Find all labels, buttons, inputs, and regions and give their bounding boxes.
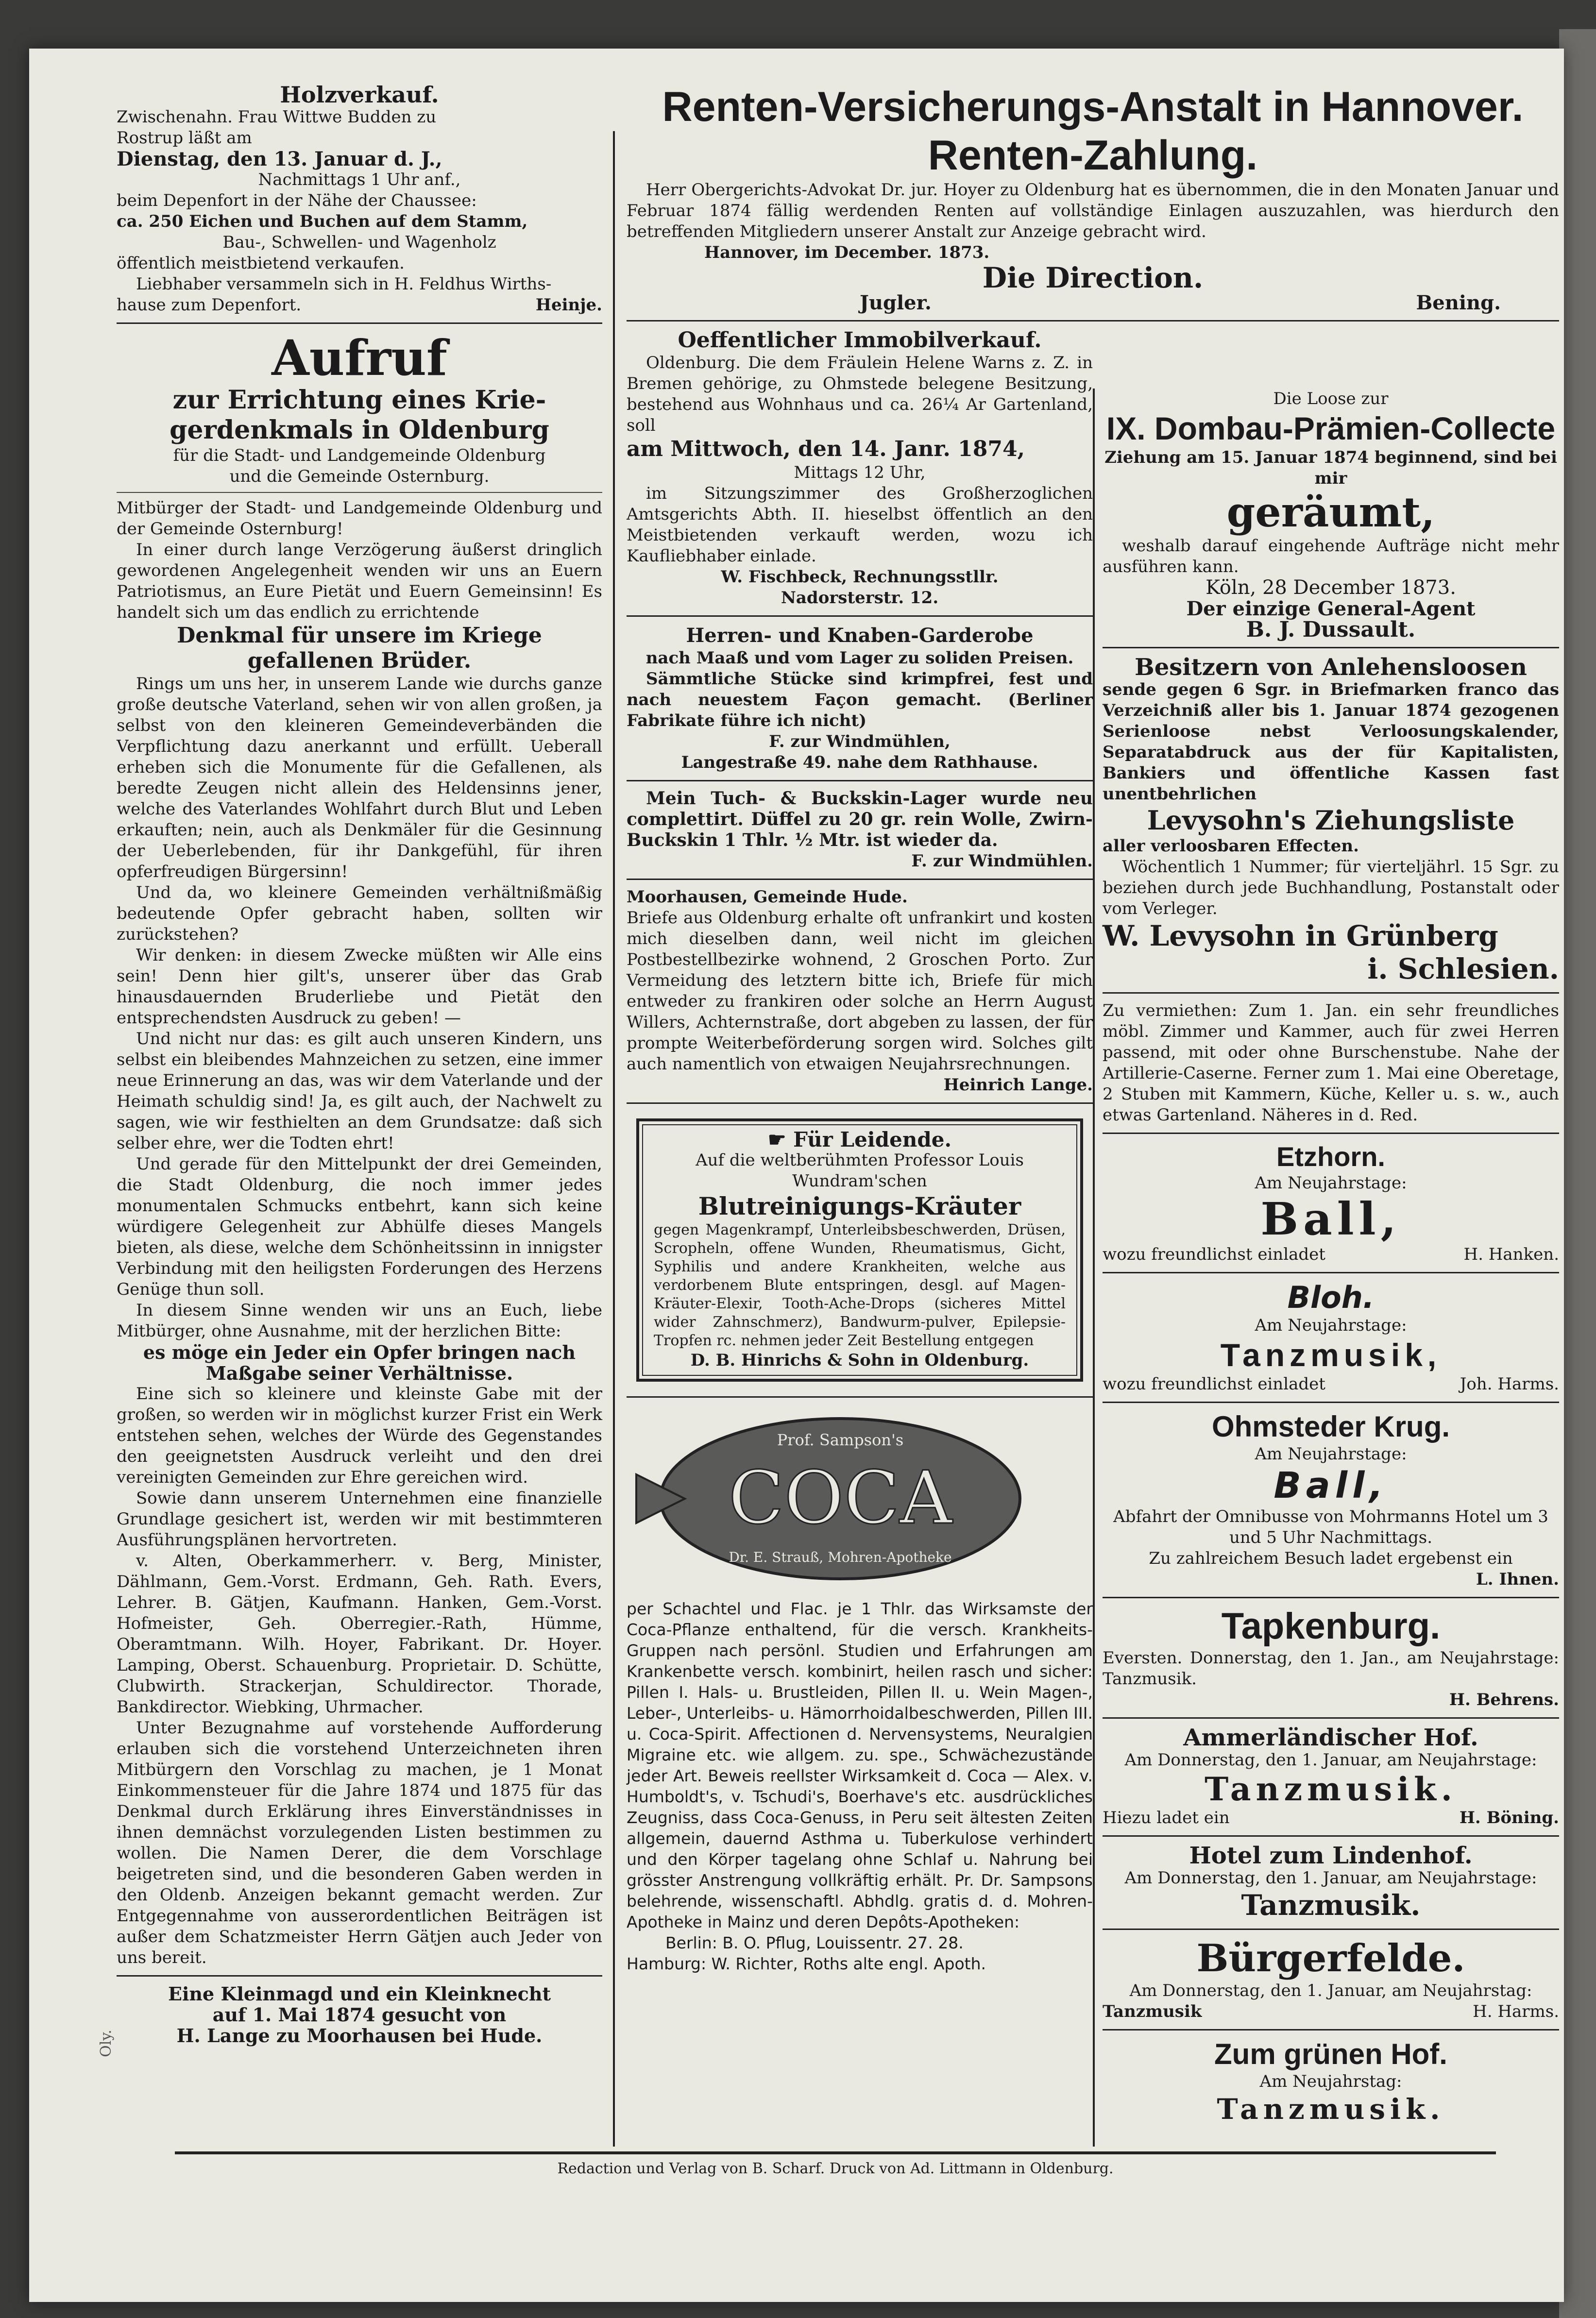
divider [627, 320, 1559, 321]
garderobe-title: Herren- und Knaben-Garderobe [686, 624, 1034, 647]
moorhausen-title: Moorhausen, Gemeinde Hude. [627, 887, 908, 907]
dombau-agent-label: Der einzige General-Agent [1186, 597, 1476, 620]
aufruf-title: Aufruf [272, 329, 447, 387]
ohmsteder-text-2: Zu zahlreichem Besuch ladet ergebenst ein [1149, 1549, 1513, 1568]
leidende-title-text: Für Leidende. [793, 1128, 952, 1151]
immobil-signature: W. Fischbeck, Rechnungsstllr. [721, 567, 999, 587]
dombau-text-1: Ziehung am 15. Januar 1874 beginnend, sind bei mir [1104, 448, 1557, 488]
aufruf-sub-4: und die Gemeinde Osternburg. [229, 467, 490, 486]
dombau-agent-name: B. J. Dussault. [1246, 617, 1416, 642]
ohmsteder-signature: L. Ihnen. [1476, 1570, 1559, 1589]
immobil-time: Mittags 12 Uhr, [794, 463, 926, 482]
ohmsteder-ball: Ball, [1273, 1465, 1388, 1506]
renten-title: Renten-Versicherungs-Anstalt in Hannover. [662, 84, 1524, 130]
aufruf-sub-3: für die Stadt- und Landgemeinde Oldenburg [173, 446, 546, 465]
anlehen-text-2: aller verloosbaren Effecten. [1103, 836, 1359, 856]
coca-depot-2: Hamburg: W. Richter, Roths alte engl. Apoth. [627, 1954, 986, 1973]
renten-subtitle: Renten-Zahlung. [928, 132, 1258, 179]
etzhorn-title: Etzhorn. [1276, 1141, 1385, 1172]
kleinmagd-line-2: auf 1. Mai 1874 gesucht von [212, 2004, 507, 2026]
adjacent-page-edge [1559, 29, 1596, 2318]
aufruf-paragraph: Und gerade für den Mittelpunkt der drei Gemeinden, die Stadt Oldenburg, die noch immer jedes monumentalen Schmucks entbehrt, kann sich keine würdigere Gelegenheit zur Abhülfe dieses Mangels bieten, als diese, welche dem Schönheitssinn in innigster Verbindung mit den heiligsten Forderungen des Herzens Genüge thun soll. [117, 1154, 602, 1299]
leidende-title [654, 1129, 1066, 1150]
aufruf-paragraph: Unter Bezugnahme auf vorstehende Aufforderung erlauben sich die vorstehend Unterzeichneten ihren Mitbürgern den Vorschlag zu machen, je 1 Monat Einkommensteuer für die Jahre 1874 und 1875 für das Denkmal durch Erklärung ihres Einverständnisses in ihnen demnächst vorzulegenden Listen bestimmen zu wollen. Die Namen Derer, die dem Vorschlage beigetreten sind, und die besonderen Gaben werden in den Oldenb. Anzeigen bekannt gemacht werden. Zur Entgegennahme von ausserordentlichen Beiträgen ist außer dem Schatzmeister Herrn Gätjen auch Jeder von uns bereit. [117, 1718, 602, 1967]
divider [1103, 1272, 1559, 1273]
divider [117, 322, 602, 324]
buergerfelde-signature-row [1103, 2001, 1559, 2022]
divider [627, 615, 1093, 617]
garderobe-text-2: Sämmtliche Stücke sind krimpfrei, fest und nach neuestem Façon gemacht. (Berliner Fabrikate führe ich nicht) [627, 669, 1093, 730]
divider [1103, 647, 1559, 648]
holzverkauf-line-7: Bau-, Schwellen- und Wagenholz [222, 233, 496, 252]
aufruf-paragraph: Und nicht nur das: es gilt auch unseren Kindern, uns selbst ein bleibendes Mahnzeichen zu setzen, eine immer neue Erinnerung an das, was wir dem Vaterlande und der Heimath schuldig sind! Ja, es gilt auch, der Nachwelt zu sagen, wie wir festhielten an dem Grundsatze: daß sich selber ehre, wer die Todten ehrt! [117, 1029, 602, 1153]
column-divider-2 [1093, 389, 1095, 2147]
aufruf-sub-1: zur Errichtung eines Krie- [172, 385, 546, 415]
renten-signature-1: Jugler. [860, 291, 932, 314]
pointing-hand-icon: ☛ [767, 1128, 794, 1151]
renten-date: Hannover, im December. 1873. [704, 243, 990, 262]
bloh-tanzmusik: Tanzmusik, [1220, 1337, 1442, 1373]
dombau-geraeumt: geräumt, [1226, 488, 1435, 536]
anlehen-text-1: sende gegen 6 Sgr. in Briefmarken franco das Verzeichniß aller bis 1. Januar 1874 gezogenen Serienloose nebst Verloosungskalender, Separatabdruck aus der für Kapitalisten, Bankiers und öffentliche Kassen fast unentbehrlichen [1103, 680, 1559, 804]
buergerfelde-signature: H. Harms. [1473, 2002, 1559, 2021]
aufruf-paragraph: Wir denken: in diesem Zwecke müßten wir Alle eins sein! Denn hier gilt's, unserer über das Grab hinausdauernden Bruderliebe und Pietät den entsprechendsten Ausdruck zu geben! — [117, 946, 602, 1028]
ammerlaendischer-hof-signature-row [1103, 1808, 1559, 1828]
ohmsteder-text: Abfahrt der Omnibusse von Mohrmanns Hotel um 3 und 5 Uhr Nachmittags. [1113, 1507, 1548, 1547]
vermiethen-text: Zu vermiethen: Zum 1. Jan. ein sehr freundliches möbl. Zimmer und Kammer, auch für zwei Herren passend, mit oder ohne Burschenstube. Nahe der Artillerie-Caserne. Ferner zum 1. Mai eine Oberetage, 2 Stuben mit Kammern, Küche, Keller u. s. w., auch etwas Gartenland. Näheres in d. Red. [1103, 1001, 1559, 1125]
buergerfelde-sub: Am Donnerstag, den 1. Januar, am Neujahrstag: [1129, 1981, 1532, 2000]
divider [1103, 1717, 1559, 1719]
dombau-text-2: weshalb darauf eingehende Aufträge nicht mehr ausführen kann. [1103, 536, 1559, 576]
moorhausen-text: Briefe aus Oldenburg erhalte oft unfrankirt und kosten mich dieselben dann, weil nicht im gleichen Postbestellbezirke wohnend, 2 Groschen Porto. Zur Vermeidung des letztern bitte ich, Briefe für mich entweder zu frankiren oder solche an Herrn August Willers, Achternstraße, dort abgeben zu lassen, der für prompte Weiterbeförderung sorgen wird. Solches gilt auch namentlich von etwaigen Neujahrsrechnungen. [627, 908, 1093, 1074]
anlehen-text-3: Wöchentlich 1 Nummer; für vierteljährl. 15 Sgr. zu beziehen durch jede Buchhandlung, Postanstalt oder vom Verleger. [1103, 857, 1559, 918]
moorhausen-signature: Heinrich Lange. [943, 1075, 1093, 1095]
divider [1103, 1133, 1559, 1134]
tuchlager-text: Mein Tuch- & Buckskin-Lager wurde neu complettirt. Düffel zu 20 gr. rein Wolle, Zwirn-Buckskin 1 Thlr. ½ Mtr. ist wieder da. [627, 788, 1093, 850]
ammerlaendischer-hof-tanzmusik: Tanzmusik. [1205, 1770, 1457, 1808]
leidende-product: Blutreinigungs-Kräuter [698, 1192, 1021, 1220]
ohmsteder-title: Ohmsteder Krug. [1211, 1410, 1450, 1443]
etzhorn-signature: H. Hanken. [1463, 1245, 1559, 1264]
tapkenburg-signature: H. Behrens. [1449, 1690, 1559, 1709]
etzhorn-invite: wozu freundlichst einladet [1103, 1245, 1325, 1264]
holzverkauf-line-1: Zwischenahn. Frau Wittwe Budden zu [117, 107, 437, 127]
kleinmagd-line-3: H. Lange zu Moorhausen bei Hude. [176, 2025, 543, 2047]
holzverkauf-line-2: Rostrup läßt am [117, 128, 252, 148]
holzverkauf-title: Holzverkauf. [280, 82, 439, 108]
aufruf-signatories: v. Alten, Oberkammerherr. v. Berg, Minister, Dählmann, Gem.-Vorst. Erdmann, Geh. Rath. Evers, Lehrer. B. Gätjen, Kaufmann. Hanken, Gem.-Vorst. Hofmeister, Geh. Oberregier.-Rath, Hümme, Oberamtmann. Wilh. Hoyer, Fabrikant. Dr. Hoyer. Lamping, Oberst. Schauenburg. Proprietair. D. Schütte, Clubwirth. Strackerjan, Schuldirector. Thorade, Bankdirector. Wiebking, Uhrmacher. [117, 1551, 602, 1717]
anlehen-signature-place: i. Schlesien. [1367, 952, 1559, 985]
bloh-title: Bloh. [1287, 1280, 1375, 1315]
lindenhof-sub: Am Donnerstag, den 1. Januar, am Neujahrstage: [1124, 1868, 1537, 1888]
lindenhof-title: Hotel zum Lindenhof. [1189, 1842, 1473, 1869]
divider [1103, 1835, 1559, 1837]
holzverkauf-line-8: öffentlich meistbietend verkaufen. [117, 254, 405, 273]
aufruf-paragraph: Sowie dann unserem Unternehmen eine finanzielle Grundlage gesichert ist, werden wir mit bestimmteren Ausführungsplänen hervortreten. [117, 1489, 602, 1550]
bloh-signature-row [1103, 1374, 1559, 1395]
holzverkauf-signature-row [117, 295, 602, 316]
aufruf-paragraph: Und da, wo kleinere Gemeinden verhältnißmäßig bedeutende Opfer gebracht haben, sollten wir zurückstehen? [117, 883, 602, 944]
aufruf-paragraph: In diesem Sinne wenden wir uns an Euch, liebe Mitbürger, ohne Ausnahme, mit der herzlichen Bitte: [117, 1301, 602, 1341]
etzhorn-signature-row [1103, 1244, 1559, 1265]
divider [627, 1102, 1093, 1104]
divider [627, 879, 1093, 880]
holzverkauf-line-5: beim Depenfort in der Nähe der Chaussee: [117, 191, 477, 210]
etzhorn-sub: Am Neujahrstage: [1255, 1173, 1407, 1193]
coca-logo-top: Prof. Sampson's [777, 1431, 904, 1449]
garderobe-signature: F. zur Windmühlen, [769, 732, 951, 751]
garderobe-address: Langestraße 49. nahe dem Rathhause. [681, 753, 1038, 772]
aufruf-paragraph: In einer durch lange Verzögerung äußerst dringlich gewordenen Angelegenheit wenden wir uns an Euern Patriotismus, an Eure Pietät und Euern Gemeinsinn! Es handelt sich um das endlich zu errichtende [117, 540, 602, 622]
tapkenburg-text: Eversten. Donnerstag, den 1. Jan., am Neujahrstage: Tanzmusik. [1103, 1648, 1559, 1689]
holzverkauf-date: Dienstag, den 13. Januar d. J., [117, 148, 442, 170]
coca-logo-bottom: Dr. E. Strauß, Mohren-Apotheke [729, 1549, 952, 1565]
aufruf-bold-heading: Denkmal für unsere im Kriege gefallenen Brüder. [177, 623, 542, 673]
immobil-date: am Mittwoch, den 14. Janr. 1874, [627, 437, 1025, 461]
column-right [1103, 389, 1559, 2126]
leidende-intro: Auf die weltberühmten Professor Louis Wundram'schen [696, 1151, 1024, 1191]
immobil-text-2: im Sitzungszimmer des Großherzoglichen Amtsgerichts Abth. II. hieselbst öffentlich an den Meistbietenden verkauft werden, wozu ich Kaufliebhaber einlade. [627, 484, 1093, 566]
anlehen-title: Besitzern von Anlehensloosen [1135, 654, 1527, 681]
immobil-address: Nadorsterstr. 12. [781, 588, 939, 608]
aufruf-paragraph: Rings um uns her, in unserem Lande wie durchs ganze große deutsche Vaterland, sehen wir von allen großen, ja selbst von den kleineren Gemeindeverbänden die Verpflichtung dazu anerkannt und erfüllt. Ueberall erheben sich die Monumente für die Gefallenen, als beredte Zeugen nicht allein des Heldensinns jener, welche des Vaterlandes Wohlfahrt durch Blut und Leben erkauften; nein, auch als Denkmäler für die Gesinnung der Ueberlebenden, für ihr Dankgefühl, für ihren opferfreudigen Bürgersinn! [117, 674, 602, 881]
tapkenburg-title: Tapkenburg. [1221, 1606, 1441, 1647]
immobil-title: Oeffentlicher Immobilverkauf. [678, 328, 1042, 353]
holzverkauf-place: hause zum Depenfort. [117, 295, 302, 315]
coca-text: per Schachtel und Flac. je 1 Thlr. das Wirksamste der Coca-Pflanze enthaltend, für die versch. Krankheits-Gruppen nach persönl. Studien und Erfahrungen am Krankenbette versch. kombinirt, heilen rasch und sicher: Pillen I. Hals- u. Brustleiden, Pillen II. u. Wein Magen-, Leber-, Unterleibs- u. Hämorrhoidalbeschwerden, Pillen III. u. Coca-Spirit. Affectionen d. Nervensystems, Neuralgien Migraine etc. wie allgem. zu. spe., Schwächezustände jeder Art. Beweis reellster Wirksamkeit d. Coca — Alex. v. Humboldt's, v. Tschudi's, Boerhave's etc. ausdrückliches Zeugniss, dass Coca-Genuss, in Peru seit ältesten Zeiten allgemein, dauernd Asthma u. Tuberkulose verhindert und den Körper tagelang ohne Schlaf u. Nahrung bei grösster Anstrengung vollkräftig erhält. Pr. Dr. Sampsons belehrende, wissenschaftl. Abhdlg. gratis d. d. Mohren-Apotheke in Mainz und deren Depôts-Apotheken: [627, 1599, 1093, 1931]
divider [1103, 2029, 1559, 2030]
column-divider-1 [613, 131, 615, 2147]
divider [117, 492, 602, 493]
coca-logo-word: COCA [728, 1456, 952, 1540]
leidende-signature: D. B. Hinrichs & Sohn in Oldenburg. [690, 1351, 1029, 1370]
renten-signature-2: Bening. [1416, 291, 1501, 314]
ohmsteder-sub: Am Neujahrstage: [1255, 1444, 1407, 1464]
kleinmagd-line-1: Eine Kleinmagd und ein Kleinknecht [168, 1983, 551, 2005]
ammerlaendischer-hof-title: Ammerländischer Hof. [1183, 1724, 1478, 1751]
bloh-invite: wozu freundlichst einladet [1103, 1374, 1325, 1394]
divider [1103, 992, 1559, 994]
divider [1103, 1929, 1559, 1930]
divider [627, 780, 1093, 781]
divider [117, 1975, 602, 1977]
aufruf-paragraph: Eine sich so kleinere und kleinste Gabe mit der großen, so werden wir in möglichst kurzer Frist ein Werk entstehen sehen, welches der Würde des Gegenstandes den geeignetsten Ausdruck verleiht und den drei vereinigten Gemeinden zur Ehre gereichen wird. [117, 1384, 602, 1487]
column-left [117, 83, 602, 2046]
divider [1103, 1597, 1559, 1598]
coca-depot-1: Berlin: B. O. Pflug, Louissentr. 27. 28. [665, 1933, 964, 1952]
divider [1103, 1402, 1559, 1403]
bloh-signature: Joh. Harms. [1460, 1374, 1559, 1394]
etzhorn-ball: Ball, [1260, 1193, 1401, 1245]
margin-mark: Oly. [97, 2030, 115, 2057]
renten-text: Herr Obergerichts-Advokat Dr. jur. Hoyer zu Oldenburg hat es übernommen, die in den Monaten Januar und Februar 1874 fällig werdenden Renten auf vollständige Einlagen auszuzahlen, was hierdurch den betreffenden Mitgliedern unserer Anstalt zur Anzeige gebracht wird. [627, 180, 1559, 241]
anlehen-signature: W. Levysohn in Grünberg [1103, 919, 1498, 952]
holzverkauf-line-9: Liebhaber versammeln sich in H. Feldhus Wirths- [136, 274, 552, 294]
ammerlaendischer-hof-invite: Hiezu ladet ein [1103, 1808, 1230, 1827]
gruener-hof-tanzmusik: Tanzmusik. [1217, 2093, 1445, 2126]
ammerlaendischer-hof-sub: Am Donnerstag, den 1. Januar, am Neujahrstage: [1124, 1750, 1537, 1770]
renten-direction: Die Direction. [982, 261, 1204, 294]
dombau-title: IX. Dombau-Prämien-Collecte [1106, 410, 1556, 446]
immobil-text: Oldenburg. Die dem Fräulein Helene Warns z. Z. in Bremen gehörige, zu Ohmstede belegene Besitzung, bestehend aus Wohnhaus und ca. 26¼ Ar Gartenland, soll [627, 353, 1093, 435]
gruener-hof-sub: Am Neujahrstag: [1259, 2072, 1402, 2091]
aufruf-paragraph: Mitbürger der Stadt- und Landgemeinde Oldenburg und der Gemeinde Osternburg! [117, 498, 602, 539]
bloh-sub: Am Neujahrstage: [1255, 1316, 1407, 1335]
leidende-text: gegen Magenkrampf, Unterleibsbeschwerden, Drüsen, Scropheln, offene Wunden, Rheumatismus, Gicht, Syphilis und andere Krankheiten, welche aus verdorbenem Blute entspringen, desgl. auf Magen-Kräuter-Elexir, Tooth-Ache-Drops (sicheres Mittel wider Zahnschmerz), Bandwurm-pulver, Epilepsie-Tropfen rc. nehmen jeder Zeit Bestellung entgegen [654, 1221, 1066, 1349]
dombau-date: Köln, 28 December 1873. [1205, 576, 1456, 599]
anlehen-ziehungsliste: Levysohn's Ziehungsliste [1147, 805, 1515, 836]
buergerfelde-title: Bürgerfelde. [1196, 1936, 1465, 1980]
tuchlager-signature: F. zur Windmühlen. [911, 851, 1093, 871]
lindenhof-tanzmusik: Tanzmusik. [1241, 1889, 1421, 1922]
ammerlaendischer-hof-signature: H. Böning. [1459, 1808, 1559, 1827]
garderobe-text-1: nach Maaß und vom Lager zu soliden Preisen. [645, 648, 1074, 668]
buergerfelde-tanzmusik: Tanzmusik [1103, 2002, 1202, 2021]
holzverkauf-line-6: ca. 250 Eichen und Buchen auf dem Stamm, [117, 212, 528, 231]
fuer-leidende-advert [636, 1118, 1083, 1382]
holzverkauf-line-4: Nachmittags 1 Uhr anf., [258, 170, 461, 189]
aufruf-bold-request: es möge ein Jeder ein Opfer bringen nach Maßgabe seiner Verhältnisse. [143, 1341, 576, 1384]
holzverkauf-signature: Heinje. [535, 295, 602, 315]
renten-signature-row [627, 292, 1559, 313]
gruener-hof-title: Zum grünen Hof. [1214, 2038, 1447, 2070]
dombau-pre: Die Loose zur [1273, 389, 1389, 408]
coca-logo [627, 1411, 1025, 1586]
renten-advert [627, 83, 1559, 321]
imprint-footer: Redaction und Verlag von B. Scharf. Druck von Ad. Littmann in Oldenburg. [175, 2151, 1496, 2177]
divider [627, 1396, 1093, 1398]
aufruf-sub-2: gerdenkmals in Oldenburg [170, 415, 549, 445]
